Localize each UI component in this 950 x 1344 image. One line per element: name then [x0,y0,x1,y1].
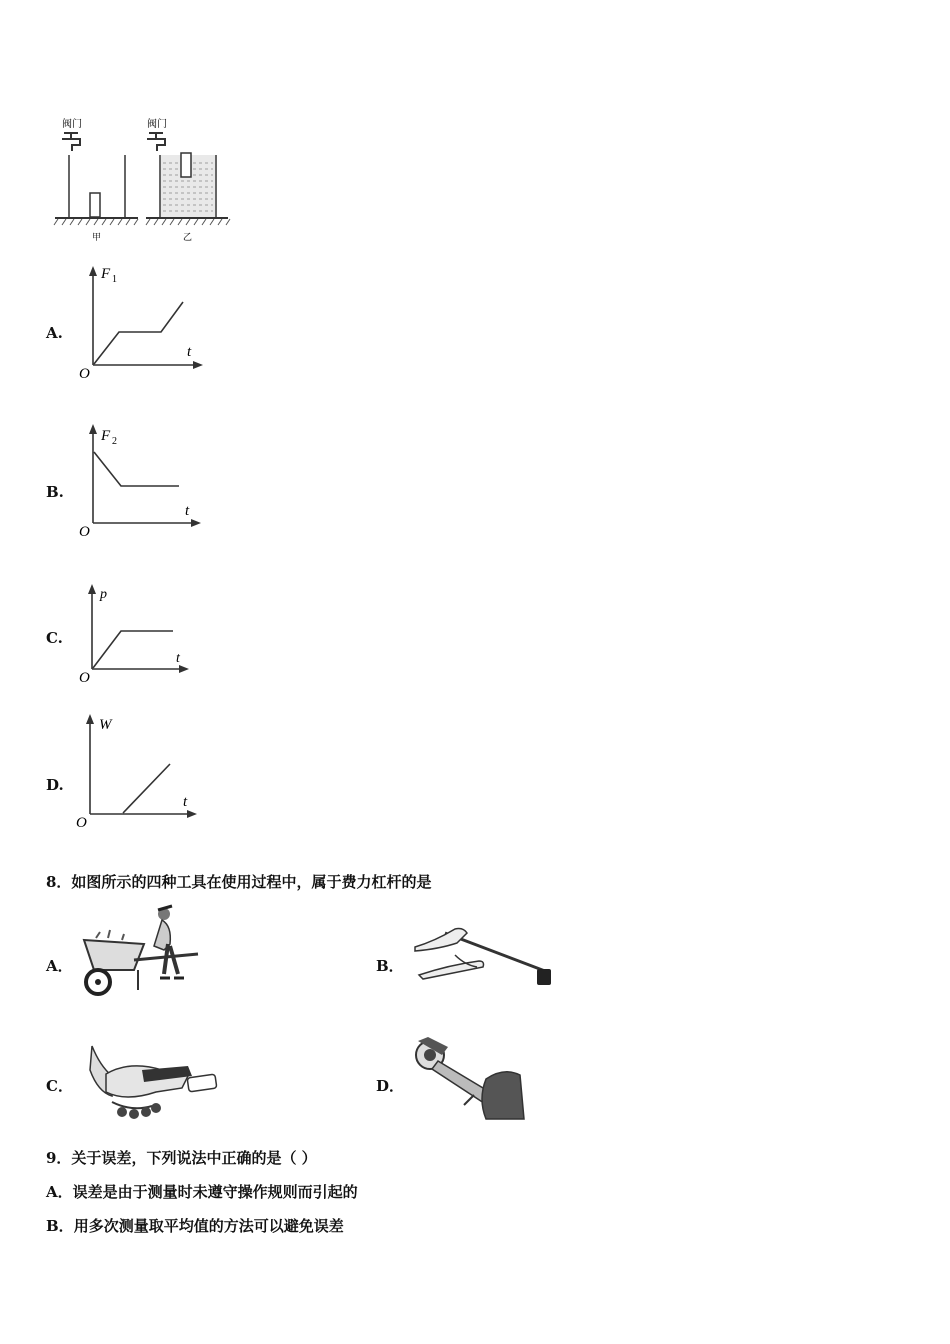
graph-a [75,260,210,380]
axis-label-y-sub: 1 [112,274,117,285]
graph-c [75,578,210,688]
q9-option-a[interactable] [46,1181,358,1202]
figure-containers [50,115,240,245]
q8-option-a-label[interactable]: A． [46,957,73,975]
origin-label: O [79,366,90,380]
origin-label: O [79,524,90,540]
question-8-stem: 8．如图所示的四种工具在使用过程中，属于费力杠杆的是 [46,873,432,891]
fishing-rod-illustration [405,915,560,1000]
q9-option-b-text: 用多次测量取平均值的方法可以避免误差 [73,1217,344,1235]
question-9-stem: 9．关于误差，下列说法中正确的是（ ） [46,1149,317,1167]
axis-label-x: t [176,651,180,666]
container-jia [54,117,138,242]
axis-label-y: F [101,266,111,282]
q8-option-b-label[interactable]: B． [376,957,404,975]
wrench-illustration [408,1035,533,1125]
valve-label-left: 阀门 [62,119,82,130]
option-c-label[interactable]: C. [46,629,63,647]
q9-option-a-label: A． [46,1183,73,1201]
axis-label-x: t [187,344,192,360]
graph-d [75,708,210,833]
axis-label-y: p [100,587,107,602]
q9-option-b-label: B． [46,1217,74,1235]
container-yi [146,117,230,242]
axis-label-x: t [185,503,190,519]
origin-label: O [79,670,90,686]
nutcracker-illustration [82,1040,222,1130]
axis-label-x: t [183,794,188,810]
option-b-label[interactable]: B. [46,483,64,501]
q9-option-b[interactable] [46,1215,344,1236]
q8-option-d-label[interactable]: D． [376,1077,405,1095]
axis-label-y: F [101,428,111,444]
caption-jia: 甲 [92,232,102,242]
wheelbarrow-illustration [78,900,208,1000]
option-d-label[interactable]: D. [46,776,64,794]
q9-option-a-text: 误差是由于测量时未遵守操作规则而引起的 [72,1183,358,1201]
option-a-label[interactable]: A. [46,324,63,342]
graph-b [75,420,210,540]
origin-label: O [76,815,87,831]
axis-label-y-sub: 2 [112,436,117,447]
q8-option-c-label[interactable]: C． [46,1077,73,1095]
valve-label-right: 阀门 [147,119,167,130]
caption-yi: 乙 [183,232,193,242]
axis-label-y: W [99,717,112,733]
